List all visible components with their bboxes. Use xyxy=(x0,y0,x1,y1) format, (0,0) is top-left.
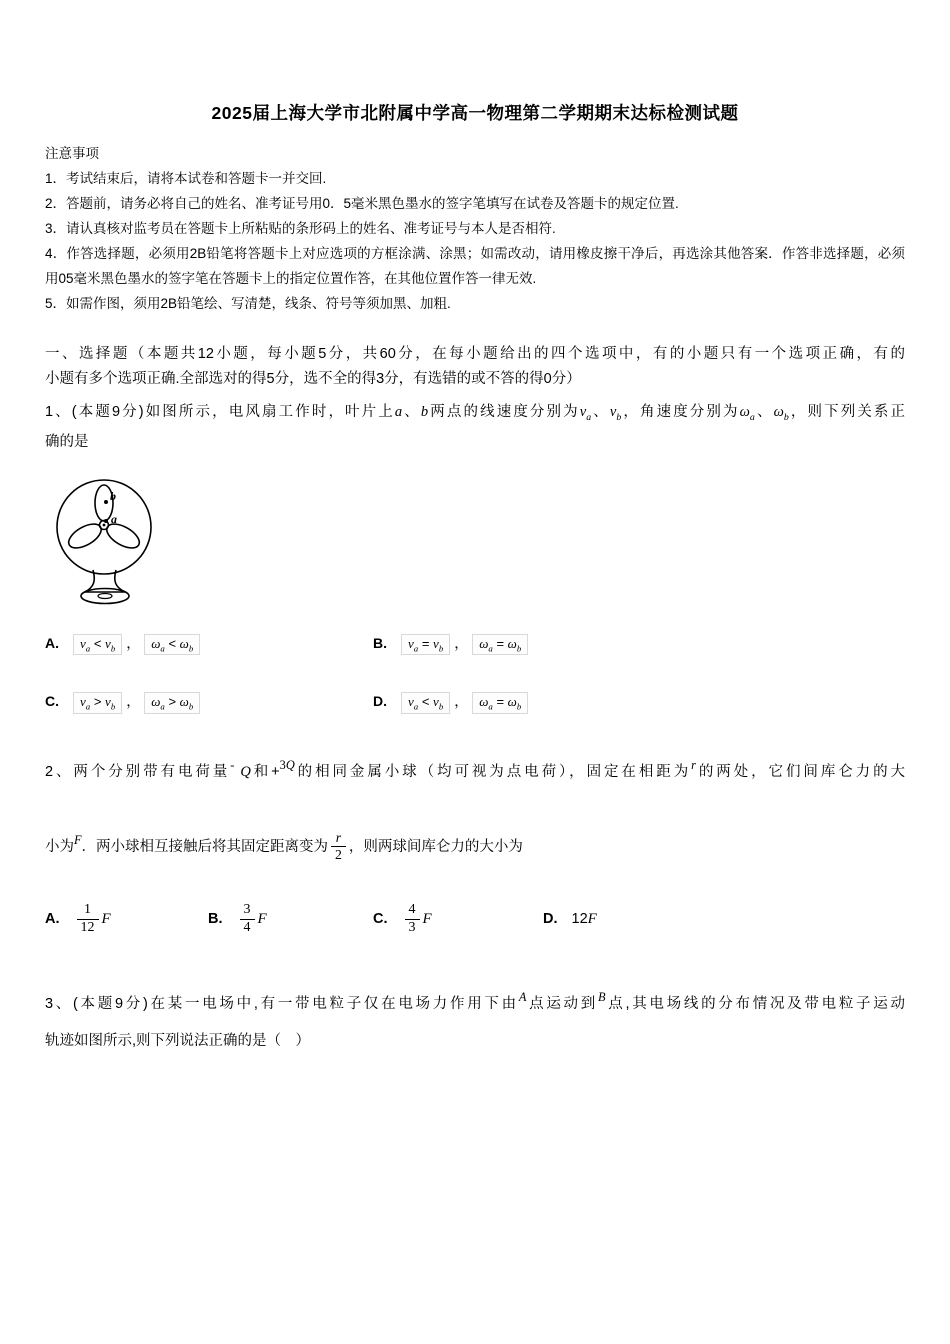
option-label: A. xyxy=(45,634,59,651)
question-2-line2: 小为$^F$．两小球相互接触后将其固定距离变为 $\frac{r}{2}$ ，则两球间库仑力的大小为 xyxy=(45,829,523,863)
question-3-line2: 轨迹如图所示,则下列说法正确的是（ ） xyxy=(45,1033,311,1050)
question-1-option-a xyxy=(45,633,373,656)
notice-heading: 注意事项 xyxy=(45,146,99,161)
question-2-line1: 2、两个分别带有电荷量- Q和+$^{3Q}$的相同金属小球（均可视为点电荷），固定在相距为$^r$的两处，它们间库仑力的大 xyxy=(45,758,906,780)
electric-fan-figure xyxy=(47,471,905,609)
option-label: B. xyxy=(208,911,223,928)
formula: $\omega_a > \omega_b$ xyxy=(144,692,200,714)
option-label: A. xyxy=(45,911,60,928)
fan-base xyxy=(81,588,129,603)
question-1-option-c xyxy=(45,691,373,714)
notice-item-1: 1．考试结束后，请将本试卷和答题卡一并交回. xyxy=(45,171,327,186)
formula-separator: ， xyxy=(126,693,141,710)
formula: $v_a < v_b$ xyxy=(401,692,450,714)
fan-base-inner xyxy=(98,593,112,598)
section-heading-line2: 小题有多个选项正确.全部选对的得5分，选不全的得3分，有选错的或不答的得0分） xyxy=(45,371,581,387)
formula-separator: ， xyxy=(454,693,469,710)
question-2-option-d xyxy=(543,911,905,928)
question-1-line2: 确的是 xyxy=(45,433,89,450)
question-2-options xyxy=(45,902,905,937)
fan-point-a-label: a xyxy=(111,511,117,526)
section-heading xyxy=(45,342,905,392)
notice-item-4: 4．作答选择题，必须用2B铅笔将答题卡上对应选项的方框涂满、涂黑；如需改动，请用橡皮擦干净后，再选涂其他答案．作答非选择题，必须用05毫米黑色墨水的签字笔在答题卡上的指定位置作答，在其他位置作答一律无效. xyxy=(45,246,905,286)
formula: $\omega_a < \omega_b$ xyxy=(144,634,200,656)
formula-separator: ， xyxy=(126,634,141,651)
question-1-option-d xyxy=(373,691,905,714)
formula: $\frac{4}{3}$ F xyxy=(402,911,432,927)
formula: $v_a > v_b$ xyxy=(73,692,122,714)
formula: $\omega_a = \omega_b$ xyxy=(472,692,528,714)
question-2-option-a xyxy=(45,902,208,937)
question-2-option-c xyxy=(373,902,543,937)
option-label: C. xyxy=(45,693,59,710)
question-1-options xyxy=(45,633,905,714)
formula: $v_a = v_b$ xyxy=(401,634,450,656)
question-1-text xyxy=(45,400,905,455)
electric-fan-icon xyxy=(47,471,165,609)
formula: 12F xyxy=(571,910,597,927)
page-title: 2025届上海大学市北附属中学高一物理第二学期期末达标检测试题 xyxy=(211,103,739,123)
formula: $\frac{3}{4}$ F xyxy=(237,911,267,927)
question-3-text xyxy=(45,979,905,1061)
fan-blades xyxy=(65,485,143,553)
question-2-option-b xyxy=(208,902,373,937)
option-label: D. xyxy=(373,693,387,710)
option-label: B. xyxy=(373,634,387,651)
notice-item-2: 2．答题前，请务必将自己的姓名、准考证号用0．5毫米黑色墨水的签字笔填写在试卷及答题卡的规定位置. xyxy=(45,196,679,211)
fan-head-outline xyxy=(57,480,151,574)
question-3-line1: 3、(本题9分)在某一电场中,有一带电粒子仅在电场力作用下由$^A$点运动到$^B$点,其电场线的分布情况及带电粒子运动 xyxy=(45,989,905,1012)
fan-point-b-dot xyxy=(104,500,108,504)
notice-item-5: 5．如需作图，须用2B铅笔绘、写清楚，线条、符号等须加黑、加粗. xyxy=(45,296,451,311)
formula: $v_a < v_b$ xyxy=(73,634,122,656)
notice-section xyxy=(45,141,905,316)
question-1-line1: 1、(本题9分)如图所示，电风扇工作时，叶片上a、b两点的线速度分别为$v_a$、$v_b$，角速度分别为$\omega_a$、$\omega_b$，则下列关系正 xyxy=(45,404,906,423)
fan-hub-dot xyxy=(103,523,106,526)
fan-point-b-label: b xyxy=(110,488,116,503)
option-label: C. xyxy=(373,911,388,928)
question-2-text xyxy=(45,754,905,864)
formula: $\omega_a = \omega_b$ xyxy=(472,634,528,656)
formula-separator: ， xyxy=(454,634,469,651)
question-1-option-b xyxy=(373,633,905,656)
formula: $\frac{1}{12}$ F xyxy=(74,911,111,927)
option-label: D. xyxy=(543,910,558,927)
notice-item-3: 3．请认真核对监考员在答题卡上所粘贴的条形码上的姓名、准考证号与本人是否相符. xyxy=(45,221,556,236)
section-heading-line1: 一、选择题（本题共12小题，每小题5分，共60分，在每小题给出的四个选项中，有的小题只有一个选项正确，有的 xyxy=(45,346,905,362)
fan-point-a-dot xyxy=(104,519,108,523)
